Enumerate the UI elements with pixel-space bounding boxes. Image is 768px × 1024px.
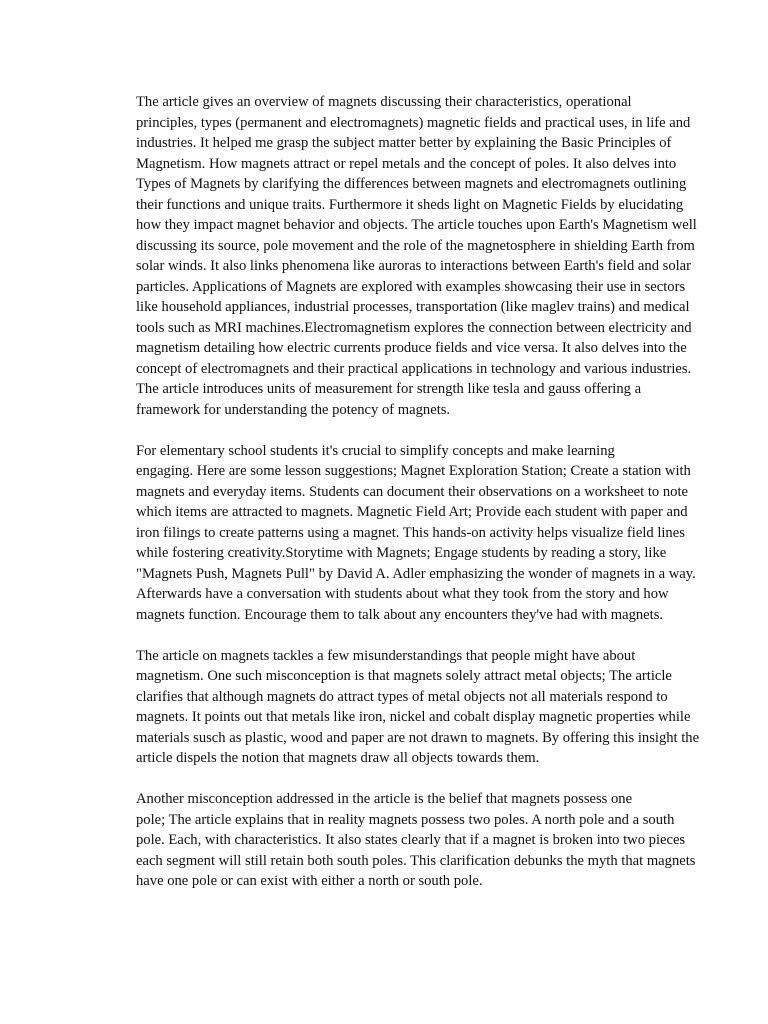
text-line: magnets. It points out that metals like iron, nickel and cobalt display magnetic properties while: [136, 709, 691, 725]
text-line: their functions and unique traits. Furthermore it sheds light on Magnetic Fields by elucidating: [136, 196, 684, 213]
text-line: industries. It helped me grasp the subject matter better by explaining the Basic Principles of: [136, 135, 672, 151]
text-line: pole; The article explains that in reality magnets possess two poles. A north pole and a south: [136, 811, 675, 828]
text-line: pole. Each, with characteristics. It also states clearly that if a magnet is broken into two pieces: [136, 832, 686, 848]
text-line: concept of electromagnets and their practical applications in technology and various industries.: [136, 360, 692, 377]
text-line: Another misconception addressed in the article is the belief that magnets possess one: [136, 791, 633, 807]
text-line: while fostering creativity.Storytime with Magnets; Engage students by reading a story, like: [136, 545, 667, 561]
text-line: engaging. Here are some lesson suggestions; Magnet Exploration Station; Create a station with: [136, 463, 691, 479]
text-line: The article introduces units of measurement for strength like tesla and gauss offering a: [136, 381, 642, 397]
text-line: article dispels the notion that magnets draw all objects towards them.: [136, 750, 540, 766]
text-line: The article on magnets tackles a few misunderstandings that people might have about: [136, 647, 636, 664]
text-line: "Magnets Push, Magnets Pull" by David A. Adler emphasizing the wonder of magnets in a way.: [136, 565, 696, 582]
paragraph-1: [89, 92, 697, 420]
text-line: tools such as MRI machines.Electromagnetism explores the connection between electricity and: [136, 319, 692, 336]
text-line: like household appliances, industrial processes, transportation (like maglev trains) and medical: [136, 299, 690, 315]
text-line: which items are attracted to magnets. Magnetic Field Art; Provide each student with paper and: [136, 504, 688, 520]
text-line: Types of Magnets by clarifying the differences between magnets and electromagnets outlining: [136, 176, 687, 192]
text-line: materials susch as plastic, wood and paper are not drawn to magnets. By offering this insight the: [136, 729, 700, 746]
text-line: clarifies that although magnets do attract types of metal objects not all materials respond to: [136, 688, 668, 705]
paragraph-2: [89, 441, 696, 626]
text-line: Magnetism. How magnets attract or repel metals and the concept of poles. It also delves into: [136, 155, 677, 172]
text-line: magnetism detailing how electric currents produce fields and vice versa. It also delves into the: [136, 340, 687, 356]
text-line: solar winds. It also links phenomena like auroras to interactions between Earth's field and solar: [136, 258, 692, 274]
document-body: [89, 92, 700, 892]
text-line: The article gives an overview of magnets discussing their characteristics, operational: [136, 94, 632, 110]
paragraph-4: [89, 789, 696, 892]
text-line: magnets function. Encourage them to talk about any encounters they've had with magnets.: [136, 606, 664, 623]
text-line: each segment will still retain both south poles. This clarification debunks the myth that magnets: [136, 852, 696, 869]
text-line: have one pole or can exist with either a north or south pole.: [136, 873, 483, 889]
text-line: magnetism. One such misconception is that magnets solely attract metal objects; The article: [136, 668, 672, 684]
text-line: framework for understanding the potency of magnets.: [136, 401, 451, 418]
text-line: For elementary school students it's crucial to simplify concepts and make learning: [136, 442, 615, 459]
text-line: particles. Applications of Magnets are explored with examples showcasing their use in sectors: [136, 278, 686, 295]
text-line: how they impact magnet behavior and objects. The article touches upon Earth's Magnetism well: [136, 217, 697, 233]
text-line: discussing its source, pole movement and the role of the magnetosphere in shielding Earth from: [136, 237, 695, 254]
text-line: magnets and everyday items. Students can document their observations on a worksheet to note: [136, 483, 688, 500]
text-line: principles, types (permanent and electromagnets) magnetic fields and practical uses, in life and: [136, 114, 691, 131]
paragraph-3: [89, 646, 700, 769]
text-line: Afterwards have a conversation with students about what they took from the story and how: [136, 586, 669, 602]
text-line: iron filings to create patterns using a magnet. This hands-on activity helps visualize field lines: [136, 524, 685, 541]
